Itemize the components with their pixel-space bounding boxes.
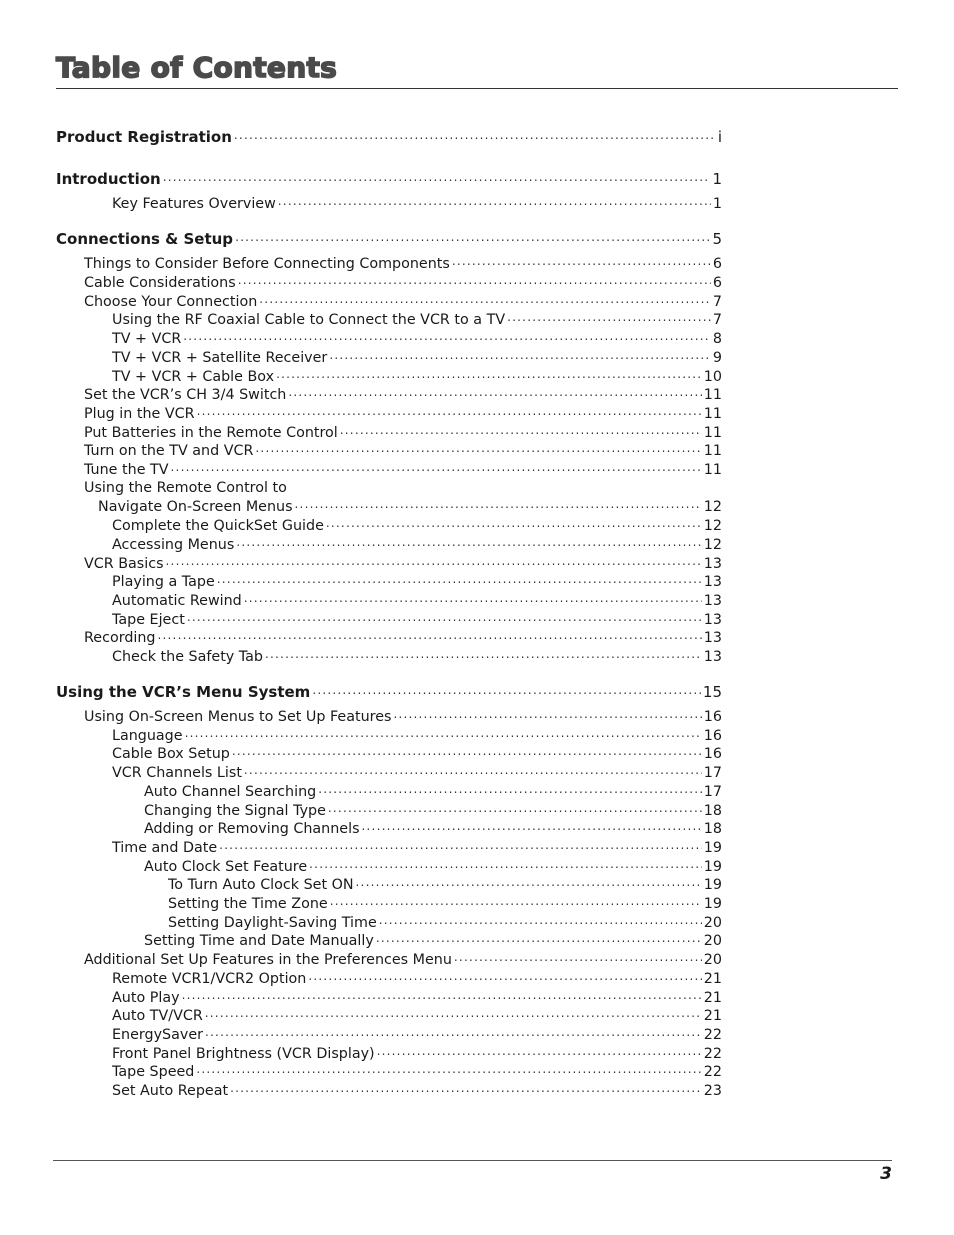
toc-entry-page: 12 <box>703 537 722 553</box>
toc-entry[interactable] <box>84 254 722 273</box>
toc-entry-label: To Turn Auto Clock Set ON <box>168 877 354 893</box>
toc-entry-page: 12 <box>703 499 722 515</box>
dot-leader <box>205 1025 702 1039</box>
toc-entry[interactable] <box>112 194 722 213</box>
toc-entry-label: Things to Consider Before Connecting Components <box>84 256 450 272</box>
toc-entry-label: VCR Basics <box>84 556 164 572</box>
dot-leader <box>309 857 702 871</box>
toc-entry-page: 11 <box>703 425 722 441</box>
toc-entry-label: Automatic Rewind <box>112 593 242 609</box>
toc-entry[interactable] <box>112 1006 722 1025</box>
toc-entry[interactable] <box>84 273 722 292</box>
toc-entry-label: Accessing Menus <box>112 537 235 553</box>
toc-entry-page: 20 <box>703 915 722 931</box>
toc-entry[interactable] <box>144 819 722 838</box>
toc-entry-page: 11 <box>703 462 722 478</box>
toc-entry-label: Introduction <box>56 170 161 188</box>
toc-entry[interactable] <box>112 535 722 554</box>
toc-entry[interactable] <box>112 367 722 386</box>
dot-leader <box>205 1006 702 1020</box>
toc-entry-page: 16 <box>703 709 722 725</box>
toc-entry-page: 15 <box>702 683 722 701</box>
toc-entry[interactable] <box>112 744 722 763</box>
toc-entry-label: Set Auto Repeat <box>112 1083 229 1099</box>
toc-section-entry[interactable] <box>56 683 722 701</box>
toc-entry-label: VCR Channels List <box>112 765 242 781</box>
dot-leader <box>308 969 701 983</box>
page-title: Table of Contents <box>56 51 338 84</box>
toc-entry-page: 1 <box>712 170 722 188</box>
toc-entry-label: Time and Date <box>112 840 218 856</box>
toc-entry[interactable] <box>144 782 722 801</box>
toc-entry-page: 19 <box>703 877 722 893</box>
toc-entry-label: Check the Safety Tab <box>112 649 264 665</box>
toc-entry[interactable] <box>112 329 722 348</box>
dot-leader <box>362 819 702 833</box>
dot-leader <box>318 782 702 796</box>
toc-entry[interactable] <box>112 969 722 988</box>
toc-entry-page: 10 <box>703 369 722 385</box>
dot-leader <box>158 628 702 642</box>
footer-divider <box>53 1160 892 1161</box>
toc-entry[interactable] <box>98 497 722 516</box>
toc-entry-page: 20 <box>703 952 722 968</box>
dot-leader <box>312 683 701 697</box>
toc-entry-page: 21 <box>703 971 722 987</box>
toc-entry-page: 13 <box>703 649 722 665</box>
toc-entry-label: Set the VCR’s CH 3/4 Switch <box>84 387 287 403</box>
toc-entry-page: 13 <box>703 574 722 590</box>
toc-entry-page: 7 <box>712 312 722 328</box>
toc-entry-page: 6 <box>712 275 722 291</box>
toc-entry-page: 22 <box>703 1064 722 1080</box>
toc-section-entry[interactable] <box>56 128 722 146</box>
toc-entry-page: 22 <box>703 1027 722 1043</box>
toc-entry-page: 18 <box>703 821 722 837</box>
toc-entry-page: 18 <box>703 803 722 819</box>
toc-entry-label: Auto Play <box>112 990 180 1006</box>
toc-entry-label: Front Panel Brightness (VCR Display) <box>112 1046 375 1062</box>
dot-leader <box>196 1062 701 1076</box>
dot-leader <box>288 385 701 399</box>
toc-entry[interactable] <box>84 554 722 573</box>
toc-entry[interactable] <box>112 572 722 591</box>
toc-entry[interactable] <box>112 1025 722 1044</box>
toc-entry[interactable] <box>84 707 722 726</box>
toc-entry[interactable] <box>112 1081 722 1100</box>
toc-entry-page: 8 <box>712 331 722 347</box>
toc-entry-label: Setting Daylight-Saving Time <box>168 915 377 931</box>
toc-section-entry[interactable] <box>56 170 722 188</box>
dot-leader <box>377 1044 702 1058</box>
toc-entry-label: Using the RF Coaxial Cable to Connect the VCR to a TV <box>112 312 506 328</box>
toc-entry[interactable] <box>84 385 722 404</box>
toc-entry[interactable] <box>84 628 722 647</box>
dot-leader <box>197 404 702 418</box>
dot-leader <box>259 292 711 306</box>
toc-entry-label: Language <box>112 728 183 744</box>
dot-leader <box>183 329 711 343</box>
toc-entry-label: Adding or Removing Channels <box>144 821 360 837</box>
toc-entry-page: 7 <box>712 294 722 310</box>
toc-section-entry[interactable] <box>56 230 722 248</box>
toc-entry[interactable] <box>112 726 722 745</box>
dot-leader <box>255 441 701 455</box>
toc-entry-label: Tape Speed <box>112 1064 195 1080</box>
dot-leader <box>187 610 702 624</box>
dot-leader <box>379 913 702 927</box>
dot-leader <box>340 423 702 437</box>
toc-entry[interactable] <box>84 479 722 497</box>
toc-entry-label: Cable Box Setup <box>112 746 230 762</box>
toc-entry-label: Choose Your Connection <box>84 294 258 310</box>
toc-entry-label: Additional Set Up Features in the Preferences Menu <box>84 952 452 968</box>
toc-entry-page: 20 <box>703 933 722 949</box>
toc-entry[interactable] <box>112 516 722 535</box>
dot-leader <box>295 497 702 511</box>
toc-entry[interactable] <box>112 763 722 782</box>
toc-entry-label: Recording <box>84 630 156 646</box>
toc-entry[interactable] <box>112 1062 722 1081</box>
toc-entry-label: Playing a Tape <box>112 574 215 590</box>
dot-leader <box>219 838 702 852</box>
toc-entry-page: 11 <box>703 387 722 403</box>
toc-entry-label: EnergySaver <box>112 1027 204 1043</box>
dot-leader <box>329 348 711 362</box>
toc-entry-page: 21 <box>703 1008 722 1024</box>
dot-leader <box>393 707 701 721</box>
toc-entry-label: TV + VCR <box>112 331 182 347</box>
toc-entry-label: Connections & Setup <box>56 230 234 248</box>
toc-entry-label: Auto Channel Searching <box>144 784 317 800</box>
dot-leader <box>276 367 702 381</box>
toc-entry[interactable] <box>84 423 722 442</box>
toc-entry-label: Setting the Time Zone <box>168 896 328 912</box>
dot-leader <box>326 516 702 530</box>
toc-entry-label: Using On-Screen Menus to Set Up Features <box>84 709 392 725</box>
toc-entry-label: Remote VCR1/VCR2 Option <box>112 971 307 987</box>
toc-entry-label: Tune the TV <box>84 462 169 478</box>
toc-entry-page: 13 <box>703 593 722 609</box>
toc-entry-label: Cable Considerations <box>84 275 236 291</box>
toc-entry[interactable] <box>112 591 722 610</box>
toc-entry-label: Complete the QuickSet Guide <box>112 518 324 534</box>
dot-leader <box>171 460 702 474</box>
toc-entry[interactable] <box>144 931 722 950</box>
dot-leader <box>265 647 702 661</box>
toc-entry-page: 12 <box>703 518 722 534</box>
dot-leader <box>163 170 711 184</box>
toc-entry[interactable] <box>144 857 722 876</box>
toc-entry-label: TV + VCR + Cable Box <box>112 369 275 385</box>
toc-entry-label: TV + VCR + Satellite Receiver <box>112 350 328 366</box>
toc-entry[interactable] <box>112 647 722 666</box>
dot-leader <box>507 310 711 324</box>
toc-entry-page: 23 <box>703 1083 722 1099</box>
page-number: 3 <box>880 1164 892 1184</box>
dot-leader <box>232 744 702 758</box>
dot-leader <box>356 875 702 889</box>
toc-entry-label: Auto TV/VCR <box>112 1008 203 1024</box>
toc-entry[interactable] <box>168 875 722 894</box>
toc-entry[interactable] <box>112 610 722 629</box>
dot-leader <box>185 726 702 740</box>
dot-leader <box>235 230 710 244</box>
toc-entry-label: Navigate On-Screen Menus <box>98 499 293 515</box>
toc-entry-page: 11 <box>703 406 722 422</box>
dot-leader <box>234 128 716 142</box>
toc-entry[interactable] <box>112 1044 722 1063</box>
dot-leader <box>244 763 702 777</box>
toc-entry-page: 13 <box>703 630 722 646</box>
dot-leader <box>166 554 702 568</box>
toc-entry-label: Setting Time and Date Manually <box>144 933 374 949</box>
toc-entry-page: 11 <box>703 443 722 459</box>
toc-entry[interactable] <box>112 348 722 367</box>
toc-entry[interactable] <box>84 460 722 479</box>
toc-entry-page: 16 <box>703 746 722 762</box>
toc-entry[interactable] <box>144 801 722 820</box>
toc-entry-page: 16 <box>703 728 722 744</box>
toc-entry-page: 19 <box>703 859 722 875</box>
title-divider <box>56 88 898 89</box>
toc-entry-label: Product Registration <box>56 128 232 146</box>
toc-entry[interactable] <box>84 441 722 460</box>
toc-entry-label: Using the VCR’s Menu System <box>56 683 311 701</box>
toc-entry-page: 21 <box>703 990 722 1006</box>
dot-leader <box>376 931 702 945</box>
dot-leader <box>230 1081 702 1095</box>
dot-leader <box>328 801 702 815</box>
toc-entry-label: Auto Clock Set Feature <box>144 859 308 875</box>
toc-entry-label: Tape Eject <box>112 612 185 628</box>
dot-leader <box>278 194 711 208</box>
toc-entry[interactable] <box>168 894 722 913</box>
toc-entry-page: 17 <box>703 784 722 800</box>
dot-leader <box>454 950 702 964</box>
dot-leader <box>330 894 702 908</box>
toc-entry-page: 5 <box>712 230 722 248</box>
toc-entry-label: Put Batteries in the Remote Control <box>84 425 338 441</box>
toc-entry[interactable] <box>112 310 722 329</box>
toc-entry-page: 6 <box>712 256 722 272</box>
toc-entry[interactable] <box>84 404 722 423</box>
toc-entry-label: Using the Remote Control to <box>84 480 287 496</box>
toc-entry-label: Changing the Signal Type <box>144 803 326 819</box>
dot-leader <box>182 988 702 1002</box>
toc-entry-page: 22 <box>703 1046 722 1062</box>
toc-entry[interactable] <box>168 913 722 932</box>
toc-entry-page: 13 <box>703 612 722 628</box>
toc-entry-page: 9 <box>712 350 722 366</box>
dot-leader <box>236 535 701 549</box>
dot-leader <box>217 572 702 586</box>
toc-entry-page: 17 <box>703 765 722 781</box>
dot-leader <box>238 273 711 287</box>
dot-leader <box>244 591 702 605</box>
toc-entry[interactable] <box>112 988 722 1007</box>
dot-leader <box>452 254 711 268</box>
toc-entry-page: 19 <box>703 896 722 912</box>
toc-entry[interactable] <box>84 292 722 311</box>
toc-entry[interactable] <box>112 838 722 857</box>
toc-entry-label: Turn on the TV and VCR <box>84 443 254 459</box>
toc-entry-label: Key Features Overview <box>112 196 276 212</box>
toc-entry[interactable] <box>84 950 722 969</box>
toc-entry-label: Plug in the VCR <box>84 406 195 422</box>
toc-entry-page: 13 <box>703 556 722 572</box>
toc-entry-page: 19 <box>703 840 722 856</box>
toc-entry-page: 1 <box>712 196 722 212</box>
toc-entry-page: i <box>717 128 722 146</box>
